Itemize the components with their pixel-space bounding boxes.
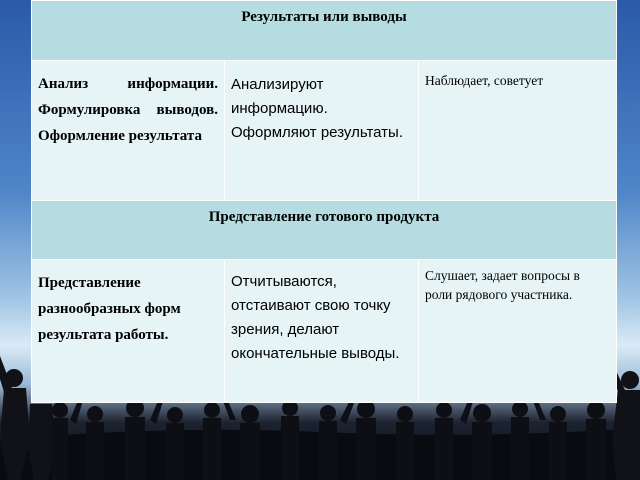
table-row — [32, 260, 617, 403]
section-header-results: Результаты или выводы — [32, 1, 617, 61]
teacher-activity-cell: Наблюдает, советует — [419, 61, 617, 201]
teacher-activity-cell: Слушает, задает вопросы в роли рядового участника. — [419, 260, 617, 403]
project-stages-table — [31, 0, 617, 403]
stage-cell: Анализ информации. Формулировка выводов. Оформление результата — [32, 61, 225, 201]
stage-cell: Представление разнообразных форм результата работы. — [32, 260, 225, 403]
section-header-product: Представление готового продукта — [32, 201, 617, 260]
students-activity-cell: Анализируют информацию. Оформляют результаты. — [225, 61, 419, 201]
students-activity-cell: Отчитываются, отстаивают свою точку зрения, делают окончательные выводы. — [225, 260, 419, 403]
table-header-row — [32, 1, 617, 61]
table-header-row — [32, 201, 617, 260]
table-row — [32, 61, 617, 201]
